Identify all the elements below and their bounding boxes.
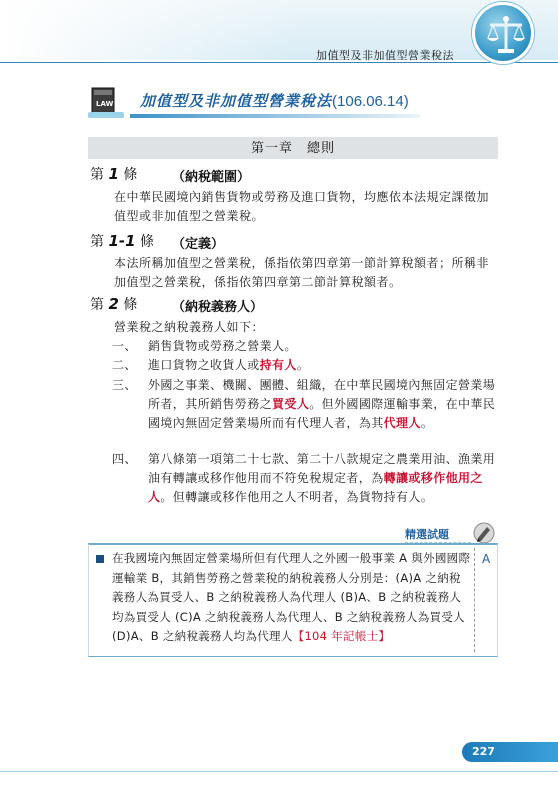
article-number: 第 1-1 條 (90, 232, 155, 250)
article-heading: （納稅範圍） (172, 170, 251, 185)
header-rule (0, 62, 558, 63)
scale-logo (472, 2, 534, 64)
chapter-heading (88, 137, 498, 159)
article-text: 本法所稱加值型之營業稅，係指依第四章第一節計算稅額者；所稱非加值型之營業稅，係指依第四章第二節計算稅額者。 (114, 256, 490, 289)
exam-answer: A (482, 552, 491, 566)
article-number: 第 1 條 (90, 165, 138, 183)
book-title: 加值型及非加值型營業稅法 (316, 49, 454, 62)
square-bullet-icon (96, 555, 104, 563)
svg-text:LAW: LAW (96, 100, 114, 108)
law-book-icon (86, 84, 126, 122)
footer-rule (0, 771, 558, 772)
exam-question: 在我國境內無固定營業場所但有代理人之外國一般事業 A 與外國國際運輸業 B，其銷售勞務之營業稅的納稅義務人分別是：(A)A 之納稅義務人為買受人、B 之納稅義務人為代理人 (B)A、B 之納稅義務人均為買受人 (C)A 之納稅義務人為代理人、B 之納稅義務人為買受人 (D)A、B 之納稅義務人均為代理人【104 年記帳士】 (112, 551, 471, 643)
article-intro: 營業稅之納稅義務人如下： (114, 320, 265, 334)
exam-source: 【104 年記帳士】 (292, 629, 391, 643)
chapter-title: 第一章 總則 (250, 141, 335, 156)
list-item: 三、 外國之事業、機關、團體、組織，在中華民國境內無固定營業場所者，其所銷售勞務之買受人。但外國國際運輸事業，在中華民國境內無固定營業場所而有代理人者，為其代理人。 (112, 378, 496, 430)
scales-icon (484, 13, 528, 57)
article-text: 在中華民國境內銷售貨物或勞務及進口貨物，均應依本法規定課徵加值型或非加值型之營業稅。 (114, 190, 490, 223)
list-item: 二、 進口貨物之收貨人或持有人。 (112, 358, 310, 372)
page-number: 227 (472, 745, 495, 758)
list-item: 四、 第八條第一項第二十七款、第二十八款規定之農業用油、漁業用油有轉讓或移作他用而不符免稅規定者，為轉讓或移作他用之人。但轉讓或移作他用之人不明者，為貨物持有人。 (112, 452, 496, 504)
list-item: 一、 銷售貨物或勞務之營業人。 (112, 339, 297, 353)
article-heading: （定義） (172, 237, 225, 252)
title-underline (130, 114, 420, 118)
law-date: (106.06.14) (332, 93, 409, 110)
law-name: 加值型及非加值型營業稅法 (140, 92, 333, 110)
article-number: 第 2 條 (90, 295, 138, 313)
law-title (140, 90, 409, 111)
exam-label: 精選試題 (405, 526, 471, 543)
answer-divider (474, 548, 475, 652)
article-heading: （納稅義務人） (172, 300, 264, 315)
